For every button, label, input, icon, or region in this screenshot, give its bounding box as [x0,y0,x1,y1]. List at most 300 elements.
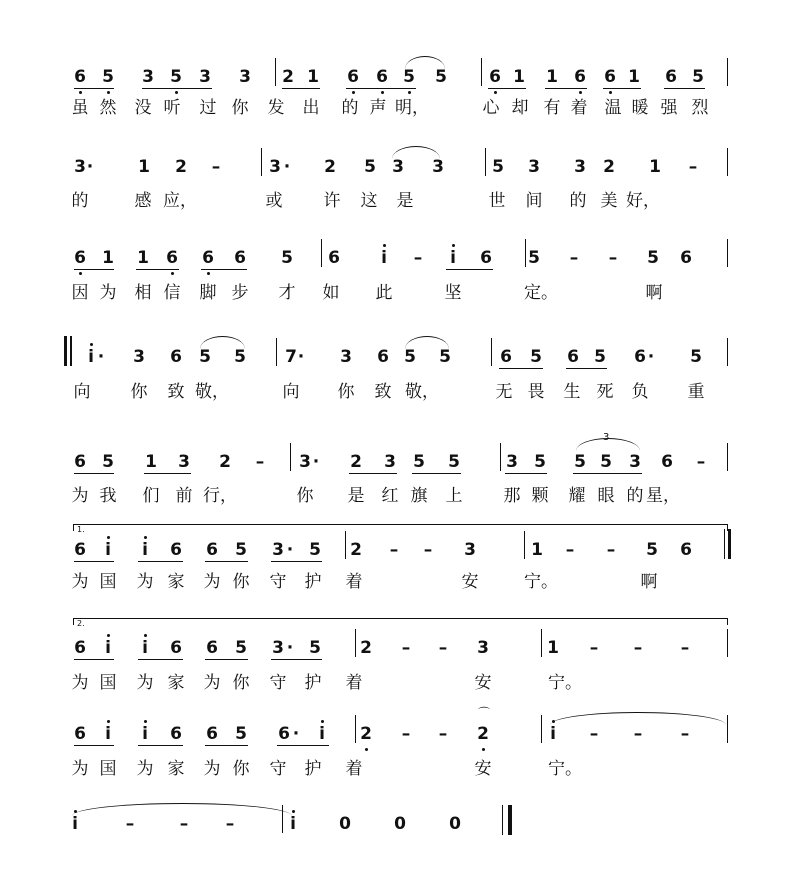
note: 5 [235,724,247,744]
note: 5 [170,67,182,87]
note: 3 [74,157,86,177]
octave-dot-low [494,91,497,94]
octave-dot-low [79,91,82,94]
lyric-char: 为 [203,759,221,779]
lyric-char: 美 [600,191,618,211]
repeat-end-barline [717,529,731,559]
note: – [633,724,643,744]
note: · [647,347,655,367]
note: 3 [464,540,476,560]
long-tie-arc [550,712,726,725]
lyric-char: 为 [203,572,221,592]
note: 6 [74,540,86,560]
lyric-char: 着 [570,98,588,118]
note: 6 [166,248,178,268]
duration-underline [488,88,526,89]
note: – [438,638,448,658]
note: 3 [340,347,352,367]
note: 6 [347,67,359,87]
note: i [381,248,387,268]
note: 5 [309,540,321,560]
tie-arc [392,146,440,159]
octave-dot-low [381,91,384,94]
note-row [0,156,790,186]
note: 1 [138,157,150,177]
note: i [88,347,94,367]
note: 5 [199,347,211,367]
lyric-char: 的 [626,486,644,506]
note-row [0,539,790,569]
note: 1 [513,67,525,87]
duration-underline [74,473,114,474]
final-barline [502,805,512,835]
note: 6 [74,67,86,87]
note: 0 [449,814,461,834]
note: 3 [199,67,211,87]
note: i [550,724,556,744]
note: – [565,540,575,560]
lyric-char: 好， [626,191,660,211]
duration-underline [201,269,247,270]
note: 3 [269,157,281,177]
lyric-char: 宁。 [524,572,558,592]
note: 5 [364,157,376,177]
lyric-char: 我 [99,486,117,506]
note: 6 [74,452,86,472]
duration-underline [446,269,493,270]
barline [485,148,486,176]
lyric-char: 你 [231,98,249,118]
duration-underline [349,473,397,474]
note: 2 [360,638,372,658]
note: 1 [546,67,558,87]
duration-underline [573,473,642,474]
note: 2 [175,157,187,177]
lyric-char: 坚 [444,283,462,303]
note: 6 [206,638,218,658]
duration-underline [271,659,322,660]
lyric-char: 相 [134,283,152,303]
lyric-char: 红 [381,486,399,506]
note: 0 [394,814,406,834]
lyric-char: 护 [304,572,322,592]
note: · [97,347,105,367]
note: 6 [74,724,86,744]
octave-dot-high [321,720,324,723]
note: 5 [439,347,451,367]
barline [727,239,728,267]
note: 5 [492,157,504,177]
lyric-char: 你 [130,382,148,402]
barline [321,239,322,267]
duration-underline [412,473,461,474]
barline [355,629,356,657]
note: – [680,724,690,744]
note: 6 [278,724,290,744]
lyric-row [0,281,790,311]
lyric-char: 宁。 [548,673,582,693]
barline [525,239,526,267]
duration-underline [277,745,329,746]
lyric-char: 无 [495,382,513,402]
duration-underline [138,561,183,562]
lyric-char: 定。 [524,283,558,303]
note-row [0,451,790,481]
note: 5 [690,347,702,367]
note: – [633,638,643,658]
repeat-start-barline [64,336,78,366]
note: 1 [102,248,114,268]
octave-dot-high [383,244,386,247]
note: – [589,724,599,744]
lyric-char: 间 [525,191,543,211]
note: i [290,814,296,834]
lyric-char: 生 [563,382,581,402]
note: – [608,248,618,268]
note: 6 [74,638,86,658]
lyric-char: 步 [231,283,249,303]
note: 5 [647,248,659,268]
duration-underline [205,745,248,746]
octave-dot-high [107,634,110,637]
lyric-char: 旗 [410,486,428,506]
lyric-char: 敬， [195,382,229,402]
note: 6 [377,347,389,367]
lyric-char: 着 [345,572,363,592]
duration-underline [144,473,191,474]
note: 2 [603,157,615,177]
note: 6 [206,540,218,560]
lyric-char: 发 [267,98,285,118]
lyric-char: 耀 [568,486,586,506]
lyric-char: 信 [163,283,181,303]
note: 6 [170,638,182,658]
note: 0 [339,814,351,834]
lyric-char: 行， [203,486,237,506]
note: – [606,540,616,560]
octave-dot-low [79,272,82,275]
note-row [0,247,790,277]
note-row [0,723,790,753]
octave-dot-high [90,343,93,346]
lyric-char: 为 [71,486,89,506]
note: · [286,540,294,560]
lyric-char: 向 [73,382,91,402]
note: 3 [392,157,404,177]
octave-dot-low [171,272,174,275]
lyric-char: 是 [396,191,414,211]
duration-underline [142,88,212,89]
note: i [142,540,148,560]
note: – [225,814,235,834]
note: · [286,638,294,658]
lyric-char: 此 [375,283,393,303]
note: 6 [665,67,677,87]
duration-underline [505,473,547,474]
octave-dot-low [107,91,110,94]
lyric-char: 重 [687,382,705,402]
octave-dot-low [352,91,355,94]
duration-underline [205,659,248,660]
octave-dot-high [107,720,110,723]
note: 5 [448,452,460,472]
note: – [255,452,265,472]
lyric-char: 你 [296,486,314,506]
lyric-char: 为 [136,673,154,693]
note: 3 [528,157,540,177]
lyric-char: 强 [660,98,678,118]
lyric-char: 安 [474,673,492,693]
note: 2 [282,67,294,87]
note: – [179,814,189,834]
lyric-char: 着 [345,673,363,693]
barline [727,338,728,366]
duration-underline [74,745,114,746]
octave-dot-low [482,748,485,751]
note: i [450,248,456,268]
lyric-char: 致 [167,382,185,402]
lyric-char: 星， [646,486,680,506]
duration-underline [664,88,705,89]
lyric-row [0,189,790,219]
barline [276,338,277,366]
note: 3 [272,540,284,560]
octave-dot-high [144,634,147,637]
note: 6 [234,248,246,268]
note: 5 [235,638,247,658]
lyric-char: 听 [163,98,181,118]
note: 1 [547,638,559,658]
note: i [105,638,111,658]
lyric-char: 为 [203,673,221,693]
lyric-char: 负 [631,382,649,402]
lyric-row [0,570,790,600]
lyric-char: 暖 [631,98,649,118]
note: 2 [360,724,372,744]
note: 3 [384,452,396,472]
triplet-label: 3 [603,432,610,443]
note: 3 [178,452,190,472]
note: 6 [680,540,692,560]
note: 2 [324,157,336,177]
note: 5 [534,452,546,472]
volta-second-ending [73,618,728,628]
lyric-row [0,96,790,126]
note: 5 [281,248,293,268]
note: 6 [206,724,218,744]
duration-underline [136,269,179,270]
lyric-row [0,757,790,787]
tie-arc [405,56,445,69]
duration-underline [566,368,607,369]
barline [727,715,728,743]
octave-dot-high [292,810,295,813]
duration-underline [499,368,543,369]
note: 3 [574,157,586,177]
note: i [142,638,148,658]
duration-underline [138,659,183,660]
note: i [105,540,111,560]
lyric-char: 守 [269,673,287,693]
note: 1 [649,157,661,177]
note: – [589,638,599,658]
volta-label: 1. [77,525,85,534]
note: 6 [170,724,182,744]
note-row [0,637,790,667]
note: 3 [432,157,444,177]
duration-underline [74,269,114,270]
tie-arc [200,336,245,349]
lyric-char: 致 [374,382,392,402]
note: 6 [634,347,646,367]
barline [481,58,482,86]
duration-underline [603,88,641,89]
note: 6 [170,540,182,560]
note: 6 [604,67,616,87]
lyric-char: 向 [282,382,300,402]
tie-arc [72,803,292,816]
octave-dot-low [408,91,411,94]
lyric-char: 眼 [597,486,615,506]
note: – [569,248,579,268]
barline [727,443,728,471]
note: 2 [350,452,362,472]
barline [275,58,276,86]
note: 5 [403,67,415,87]
note: 6 [567,347,579,367]
lyric-char: 脚 [199,283,217,303]
note: 5 [435,67,447,87]
note: i [72,814,78,834]
lyric-char: 国 [99,759,117,779]
note: 2 [219,452,231,472]
lyric-char: 过 [199,98,217,118]
barline [355,715,356,743]
note: – [401,724,411,744]
lyric-char: 出 [302,98,320,118]
note: – [680,638,690,658]
note: 5 [528,248,540,268]
lyric-char: 烈 [691,98,709,118]
note: – [696,452,706,472]
lyric-char: 温 [604,98,622,118]
note: 3 [142,67,154,87]
duration-underline [346,88,416,89]
barline [541,715,542,743]
tie-arc [405,336,449,349]
note: 5 [404,347,416,367]
lyric-char: 们 [142,486,160,506]
barline [290,443,291,471]
lyric-char: 敬， [405,382,439,402]
note: 3 [477,638,489,658]
lyric-char: 那 [503,486,521,506]
note: 6 [480,248,492,268]
duration-underline [545,88,587,89]
lyric-char: 声 [369,98,387,118]
note: 2 [477,724,489,744]
octave-dot-low [207,272,210,275]
barline [727,58,728,86]
lyric-char: 应， [163,191,197,211]
note: – [401,638,411,658]
lyric-char: 虽 [71,98,89,118]
lyric-char: 因 [71,283,89,303]
note: 5 [646,540,658,560]
barline [541,629,542,657]
duration-underline [74,561,114,562]
barline [727,148,728,176]
lyric-char: 着 [345,759,363,779]
volta-label: 2. [77,619,85,628]
lyric-char: 你 [232,759,250,779]
lyric-char: 国 [99,673,117,693]
note: – [688,157,698,177]
note: 1 [531,540,543,560]
barline [524,531,525,559]
octave-dot-low [365,748,368,751]
lyric-char: 没 [134,98,152,118]
lyric-char: 啊 [640,572,658,592]
note: 3 [629,452,641,472]
lyric-char: 守 [269,572,287,592]
lyric-char: 的 [71,191,89,211]
note: 7 [285,347,297,367]
barline [282,805,283,833]
note: · [86,157,94,177]
lyric-char: 安 [474,759,492,779]
octave-dot-low [579,91,582,94]
note: 3 [299,452,311,472]
note: 5 [574,452,586,472]
note: 6 [680,248,692,268]
lyric-char: 守 [269,759,287,779]
note: 1 [145,452,157,472]
lyric-char: 为 [71,759,89,779]
lyric-char: 为 [136,572,154,592]
note: 5 [309,638,321,658]
note: 5 [530,347,542,367]
duration-underline [138,745,183,746]
note: i [142,724,148,744]
octave-dot-high [107,536,110,539]
note: 6 [170,347,182,367]
lyric-char: 的 [569,191,587,211]
lyric-char: 死 [596,382,614,402]
lyric-char: 明， [395,98,429,118]
note: 5 [594,347,606,367]
lyric-char: 安 [461,572,479,592]
lyric-char: 家 [167,759,185,779]
note: · [292,724,300,744]
note: 5 [600,452,612,472]
note: · [283,157,291,177]
note: 6 [202,248,214,268]
barline [491,338,492,366]
lyric-char: 前 [175,486,193,506]
lyric-char: 家 [167,572,185,592]
note: · [297,347,305,367]
note: – [423,540,433,560]
note: · [312,452,320,472]
lyric-char: 颗 [531,486,549,506]
note: i [319,724,325,744]
lyric-char: 才 [278,283,296,303]
note: 5 [692,67,704,87]
lyric-char: 上 [445,486,463,506]
lyric-char: 许 [323,191,341,211]
octave-dot-high [144,720,147,723]
